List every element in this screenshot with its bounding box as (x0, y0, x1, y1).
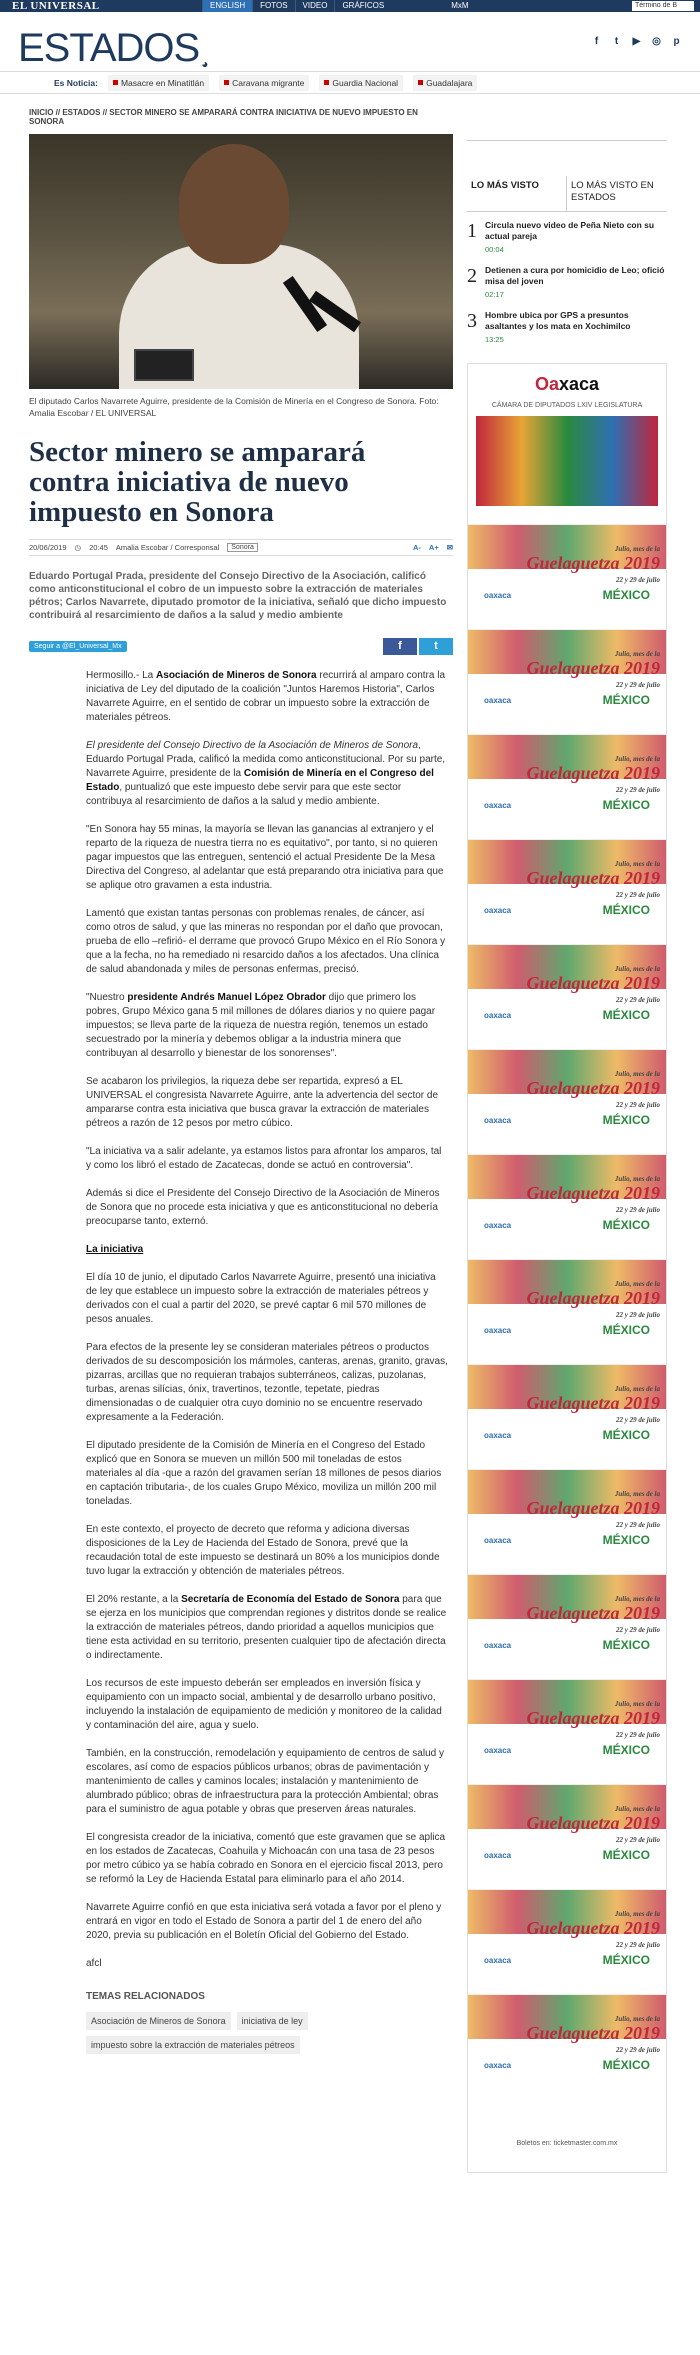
ad-seal: CÁMARA DE DIPUTADOS LXIV LEGISLATURA (491, 402, 643, 409)
ad-tile (468, 1784, 666, 1889)
ad-tile (468, 734, 666, 839)
article-title: Sector minero se amparará contra iniciativa de nuevo impuesto en Sonora (29, 436, 366, 528)
trend-item[interactable]: Caravana migrante (219, 75, 309, 91)
trend-item[interactable]: Masacre en Minatitlán (108, 75, 209, 91)
breadcrumb[interactable]: INICIO // ESTADOS // SECTOR MINERO SE AMPARARÁ CONTRA INICIATIVA DE NUEVO IMPUESTO EN SONORA (29, 108, 418, 126)
list-item-title[interactable]: Circula nuevo video de Peña Nieto con su actual pareja (485, 220, 655, 241)
ad-tile (468, 1364, 666, 1469)
ad-logo-oaxaca: oaxaca (484, 1010, 512, 1020)
section-title[interactable]: ESTADOS ◕ (18, 26, 208, 71)
ad-tile (468, 1049, 666, 1154)
ad-tile-title: Julio, mes de la Guelaguetza 2019 22 y 29 de julio (526, 965, 660, 1004)
photo-caption: El diputado Carlos Navarrete Aguirre, presidente de la Comisión de Minería en el Congreso de Sonora. Foto: Amalia Escobar / EL UNIVERSAL (29, 396, 439, 418)
ad-logo-oaxaca: oaxaca (484, 2060, 512, 2070)
twitter-share-icon[interactable]: t (419, 638, 453, 655)
ad-tile-title: Julio, mes de la Guelaguetza 2019 22 y 29 de julio (526, 650, 660, 689)
ad-tile-title: Julio, mes de la Guelaguetza 2019 22 y 29 de julio (526, 1280, 660, 1319)
ad-logo-oaxaca: oaxaca (484, 1115, 512, 1125)
ad-logo-mexico: MÉXICO (602, 1428, 650, 1442)
ad-tile-title: Julio, mes de la Guelaguetza 2019 22 y 29 de julio (526, 1070, 660, 1109)
ad-tile-title: Julio, mes de la Guelaguetza 2019 22 y 29 de julio (526, 755, 660, 794)
top-nav (202, 0, 391, 12)
article-summary: Eduardo Portugal Prada, presidente del Consejo Directivo de la Asociación, calificó como anticonstitucional el cobro de un impuesto sobre la extracción de materiales pétros; Carlos Navarrete, diputado promotor de la iniciativa, señaló que dicho impuesto contribuirá al resarcimiento de daños a la salud y medio ambiente (29, 571, 447, 621)
twitter-follow-button[interactable]: Seguir a @El_Universal_Mx (29, 641, 127, 652)
ad-logo-mexico: MÉXICO (602, 1533, 650, 1547)
rank-number: 2 (467, 265, 477, 287)
ad-logo-oaxaca: oaxaca (484, 590, 512, 600)
nav-video[interactable]: VIDEO (295, 0, 335, 12)
most-viewed-tabs (467, 176, 667, 212)
signature: afcl (86, 1958, 102, 1969)
ad-logo-oaxaca: oaxaca (484, 1220, 512, 1230)
ad-tile (468, 629, 666, 734)
rank-number: 3 (467, 310, 477, 332)
ad-tile (468, 524, 666, 629)
ad-logo-oaxaca: oaxaca (484, 905, 512, 915)
trends-bar (0, 72, 700, 94)
list-item-title[interactable]: Hombre ubica por GPS a presuntos asaltantes y los mata en Xochimilco (485, 310, 631, 331)
ad-tile-title: Julio, mes de la Guelaguetza 2019 22 y 29 de julio (526, 545, 660, 584)
ad-tile (468, 1679, 666, 1784)
ad-tile-title: Julio, mes de la Guelaguetza 2019 22 y 29 de julio (526, 1805, 660, 1844)
paragraph: En este contexto, el proyecto de decreto que reforma y adiciona diversas disposiciones de la Ley de Hacienda del Estado de Sonora, prevé que la recaudación total de este impuesto se destinará un 80% a los municipios donde tuvo lugar la extracción y obtención de materiales pétreos. (86, 1524, 440, 1577)
share-buttons (383, 638, 453, 655)
related-chip[interactable]: impuesto sobre la extracción de materiales pétreos (86, 2036, 300, 2054)
ad-logo-mexico: MÉXICO (602, 1323, 650, 1337)
article-body (29, 669, 453, 1971)
ad-tile (468, 1469, 666, 1574)
ad-logo-mexico: MÉXICO (602, 2058, 650, 2072)
clock-icon: ◷ (74, 543, 82, 552)
related-topics (29, 1991, 453, 2054)
trend-marker-icon (418, 80, 423, 85)
trend-marker-icon (113, 80, 118, 85)
font-decrease-icon[interactable]: A- (412, 543, 421, 552)
tab-most-viewed-estados[interactable]: LO MÁS VISTO EN ESTADOS (571, 180, 654, 203)
paragraph: Los recursos de este impuesto deberán ser empleados en inversión física y equipamiento con un impacto social, ambiental y de desarrollo urbano positivo, incluyendo la instalación de equipamiento de medición y monitoreo de la calidad y contaminación del aire, agua y suelo. (86, 1678, 442, 1731)
ad-logo-mexico: MÉXICO (602, 588, 650, 602)
top-bar (0, 0, 700, 12)
ad-logo-mexico: MÉXICO (602, 1953, 650, 1967)
ad-tile (468, 1259, 666, 1364)
paragraph: El día 10 de junio, el diputado Carlos Navarrete Aguirre, presentó una iniciativa de ley que establece un impuesto sobre la extracción de materiales pétreos y derivados con el cual a partir del 2020, se prevé captar 6 mil 570 millones de pesos anuales. (86, 1272, 436, 1325)
advertisement[interactable] (467, 363, 667, 2173)
paragraph: El diputado presidente de la Comisión de Minería en el Congreso del Estado explicó que en Sonora se mueven un millón 500 mil toneladas de estos materiales al día -que a razón del gravamen serían 18 millones de pesos diarios en captación tributaria-, de los cuales Grupo México, moviliza un millón 200 mil toneladas. (86, 1440, 442, 1507)
email-icon[interactable]: ✉ (446, 543, 453, 552)
ad-tile (468, 1574, 666, 1679)
trends-label: Es Noticia: (54, 77, 98, 88)
list-item-time: 13:25 (485, 335, 504, 344)
list-item[interactable] (467, 310, 667, 345)
ad-logo-oaxaca: oaxaca (484, 1535, 512, 1545)
pinterest-icon[interactable]: p (673, 36, 680, 47)
subheading: La iniciativa (86, 1244, 144, 1255)
ad-logo-oaxaca: oaxaca (484, 1745, 512, 1755)
most-viewed-list (467, 220, 667, 345)
tab-most-viewed[interactable]: LO MÁS VISTO (467, 176, 567, 211)
ad-logo-oaxaca: oaxaca (484, 695, 512, 705)
ad-logo-mexico: MÉXICO (602, 1848, 650, 1862)
paragraph: El presidente del Consejo Directivo de la Asociación de Mineros de Sonora, Eduardo Portugal Prada, calificó la medida como anticonstitucional. Por su parte, Navarrete Aguirre, presidente de la Comisión de Minería en el Congreso del Estado, puntualizó que este impuesto debe servir para que este sector contribuya al resarcimiento de daños a la salud y medio ambiente. (86, 740, 446, 807)
article-time: 20:45 (89, 543, 108, 552)
search-input[interactable]: Término de B (632, 1, 694, 11)
article-tag[interactable]: Sonora (227, 543, 258, 552)
ad-logo-oaxaca: oaxaca (484, 1325, 512, 1335)
trend-item[interactable]: Guardia Nacional (319, 75, 403, 91)
ad-logo-mexico: MÉXICO (602, 1113, 650, 1127)
sidebar (467, 140, 667, 2173)
ad-tile-title: Julio, mes de la Guelaguetza 2019 22 y 29 de julio (526, 1910, 660, 1949)
section-header (0, 12, 700, 72)
ad-logo-mexico: MÉXICO (602, 693, 650, 707)
list-item-time: 00:04 (485, 245, 504, 254)
site-logo[interactable]: EL UNIVERSAL (12, 0, 100, 12)
font-increase-icon[interactable]: A+ (428, 543, 439, 552)
rss-icon[interactable]: ◕ (201, 57, 208, 71)
ad-tile-title: Julio, mes de la Guelaguetza 2019 22 y 29 de julio (526, 860, 660, 899)
ad-tile-title: Julio, mes de la Guelaguetza 2019 22 y 29 de julio (526, 2015, 660, 2054)
ad-tile (468, 1994, 666, 2099)
paragraph: Hermosillo.- La Asociación de Mineros de Sonora recurrirá al amparo contra la iniciativa de Ley del diputado de la coalición "Juntos Haremos Historia", Carlos Navarrete Aguirre, en el sentido de cobrar un impuesto sobre la extracción de materiales pétreos. (86, 670, 446, 723)
ad-artwork (476, 416, 658, 506)
share-bar (29, 638, 453, 655)
related-chip[interactable]: Asociación de Mineros de Sonora (86, 2012, 231, 2030)
ad-header (468, 364, 666, 524)
paragraph: El congresista creador de la iniciativa, comentó que este gravamen que se aplica en los estados de Zacatecas, Coahuila y Michoacán con una tasa de 23 pesos por metro cúbico ya se había cobrado en Sonora en el ejercicio fiscal 2013, pero se reformó la Ley de Hacienda Estatal para eliminarlo para el año 2014. (86, 1832, 446, 1885)
article-date: 20/06/2019 (29, 543, 67, 552)
related-chip[interactable]: iniciativa de ley (237, 2012, 308, 2030)
facebook-share-icon[interactable]: f (383, 638, 417, 655)
ad-logo-oaxaca: oaxaca (484, 1640, 512, 1650)
article-photo (29, 134, 453, 389)
ad-logo-mexico: MÉXICO (602, 1638, 650, 1652)
ad-tile-title: Julio, mes de la Guelaguetza 2019 22 y 29 de julio (526, 1385, 660, 1424)
list-item-time: 02:17 (485, 290, 504, 299)
ad-footer: Boletos en: ticketmaster.com.mx (468, 2132, 666, 2172)
ad-tile-title: Julio, mes de la Guelaguetza 2019 22 y 29 de julio (526, 1700, 660, 1739)
article-author: Amalia Escobar / Corresponsal (115, 543, 220, 552)
ad-tile (468, 944, 666, 1049)
paragraph: Lamentó que existan tantas personas con problemas renales, de cáncer, así como otros de salud, y que las mineras no respondan por el daño que provocan, prueba de ello –refirió- el derrame que provocó Grupo México en el Río Sonora y que a la fecha, no ha remediado ni resarcido daños a los afectados. Una clínica de salud abandonada y miles de personas enfermas, precisó. (86, 908, 446, 975)
ad-logo-oaxaca: oaxaca (484, 800, 512, 810)
paragraph: "La iniciativa va a salir adelante, ya estamos listos para afrontar los amparos, tal y como los libró el estado de Zacatecas, donde se actuó en controversia". (86, 1146, 442, 1171)
ad-logo-mexico: MÉXICO (602, 1218, 650, 1232)
article-tools (413, 543, 453, 552)
trend-marker-icon (224, 80, 229, 85)
trend-marker-icon (324, 80, 329, 85)
ad-tile-title: Julio, mes de la Guelaguetza 2019 22 y 29 de julio (526, 1595, 660, 1634)
instagram-icon[interactable]: ◎ (652, 36, 661, 47)
ad-brand: Oaxaca (534, 374, 600, 394)
related-chips (86, 2012, 453, 2054)
nav-fotos[interactable]: FOTOS (252, 0, 294, 12)
ad-logo-mexico: MÉXICO (602, 1743, 650, 1757)
related-title: TEMAS RELACIONADOS (86, 1991, 205, 2002)
article-meta (29, 539, 453, 556)
nav-mxm[interactable]: MxM (451, 1, 469, 10)
youtube-icon[interactable]: ▶ (632, 36, 641, 47)
paragraph: El 20% restante, a la Secretaría de Economía del Estado de Sonora para que se ejerza en los municipios que comprendan regiones y distritos donde se realice la extracción de materiales pétreos, dando prioridad a aquellos municipios que tiene esta actividad en su territorio, presenten cualquier tipo de afectación directa o indirectamente. (86, 1594, 447, 1661)
ad-logo-oaxaca: oaxaca (484, 1430, 512, 1440)
article-main (29, 108, 453, 2054)
list-item[interactable] (467, 265, 667, 300)
paragraph: También, en la construcción, remodelación y equipamiento de centros de salud y escolares, así como de espacios públicos urbanos; obras de pavimentación y mantenimiento de calles y caminos locales; instalación y mantenimiento de alumbrado público; obras de infraestructura para la protección Ambiental; obras para el suministro de agua potable y obras que preserven áreas naturales. (86, 1748, 444, 1815)
ad-tile-title: Julio, mes de la Guelaguetza 2019 22 y 29 de julio (526, 1175, 660, 1214)
paragraph: Navarrete Aguirre confió en que esta iniciativa será votada a favor por el pleno y entrará en vigor en todo el Estado de Sonora a partir del 1 de enero del año 2020, previa su publicación en el Boletín Oficial del Gobierno del Estado. (86, 1902, 442, 1941)
ad-logo-oaxaca: oaxaca (484, 1850, 512, 1860)
ad-logo-mexico: MÉXICO (602, 903, 650, 917)
ad-logo-oaxaca: oaxaca (484, 1955, 512, 1965)
trend-item[interactable]: Guadalajara (413, 75, 477, 91)
social-links (591, 36, 682, 47)
ad-tiles (468, 524, 666, 2099)
paragraph: Se acabaron los privilegios, la riqueza debe ser repartida, expresó a EL UNIVERSAL el congresista Navarrete Aguirre, ante la advertencia del sector de ampararse contra esta iniciativa que busca gravar la extracción de materiales pétreos a razón de 12 pesos por metro cúbico. (86, 1076, 439, 1129)
paragraph: Además si dice el Presidente del Consejo Directivo de la Asociación de Mineros de Sonora que no procede esta iniciativa y que es anticonstitucional no debería preocuparse tanto, externó. (86, 1188, 440, 1227)
paragraph: "Nuestro presidente Andrés Manuel López Obrador dijo que primero los pobres, Grupo México gana 5 mil millones de dólares diarios y no quiere pagar impuestos; se lleva parte de la riqueza de nuestra región, tenemos un estado secuestrado por la minería y debemos obligar a la industria minera que contribuyan al desarrollo y bienestar de los sonorenses". (86, 992, 436, 1059)
list-item-title[interactable]: Detienen a cura por homicidio de Leo; ofició misa del joven (485, 265, 665, 286)
ad-logo-mexico: MÉXICO (602, 1008, 650, 1022)
ad-logo-mexico: MÉXICO (602, 798, 650, 812)
paragraph: "En Sonora hay 55 minas, la mayoría se llevan las ganancias al extranjero y el reparto de la riqueza de nuestra tierra no es equitativo", por tanto, si no quieren pagar impuestos que las entreguen, sentenció el actual Presidente De la Mesa Directiva del Congreso, al adelantar que está preparando otra iniciativa para que se aplique otro gravamen a esta industria. (86, 824, 444, 891)
paragraph: Para efectos de la presente ley se consideran materiales pétreos o productos derivados de su descomposición los mármoles, canteras, arenas, granito, gravas, pizarras, arcillas que no requieran trabajos subterráneos, calizas, puzolanas, turbas, arenas silícias, ónix, travertinos, tezontle, tepetate, piedras dimensionadas o de cualquier otra cuyo dominio no se encuentre reservado expresamente a la Federación. (86, 1342, 448, 1423)
nav-graficos[interactable]: GRÁFICOS (334, 0, 391, 12)
ad-tile-title: Julio, mes de la Guelaguetza 2019 22 y 29 de julio (526, 1490, 660, 1529)
nav-english[interactable]: ENGLISH (202, 0, 252, 12)
ad-tile (468, 1154, 666, 1259)
ad-tile (468, 1889, 666, 1994)
rank-number: 1 (467, 220, 477, 242)
sidebar-divider (467, 140, 667, 154)
ad-tile (468, 839, 666, 944)
twitter-icon[interactable]: t (614, 36, 619, 47)
facebook-icon[interactable]: f (594, 36, 599, 47)
list-item[interactable] (467, 220, 667, 255)
